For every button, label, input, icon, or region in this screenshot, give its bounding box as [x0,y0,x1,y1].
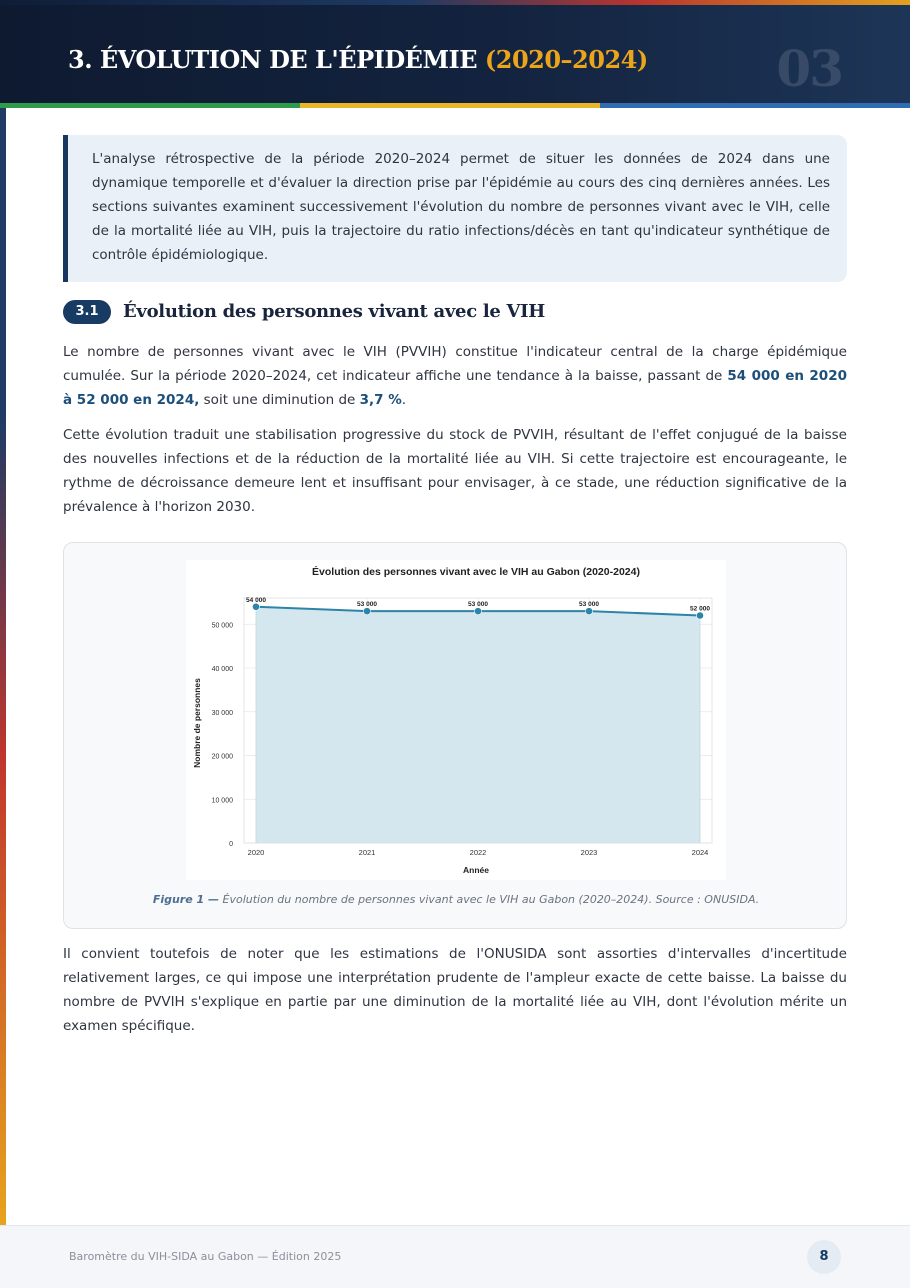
x-tick-label: 2021 [358,848,376,857]
series-area-fill [256,607,700,843]
page-footer [0,1225,910,1288]
y-tick-label: 10 000 [211,797,233,805]
footer-publication-title: Baromètre du VIH-SIDA au Gabon — Édition 2025 [69,1250,342,1263]
y-tick-label: 30 000 [211,709,233,717]
section-title: Évolution des personnes vivant avec le VIH [123,301,545,322]
paragraph-2: Cette évolution traduit une stabilisation progressive du stock de PVVIH, résultant de l'effet conjugué de la baisse des nouvelles infections et de la réduction de la mortalité liée au VIH. Si cette trajectoire est encourageante, le rythme de décroissance demeure lent et insuffisant pour envisager, à ce stade, une réduction significative de la prévalence à l'horizon 2030. [63,427,847,515]
data-label: 53 000 [579,601,599,609]
chart-title: Évolution des personnes vivant avec le VIH au Gabon (2020-2024) [312,566,640,578]
data-point [585,608,592,615]
chapter-header [0,5,910,103]
y-tick-label: 40 000 [211,666,233,673]
chart-panel [186,560,726,880]
y-tick-label: 20 000 [211,753,233,761]
paragraph-1-text-c: . [401,392,407,408]
data-point [252,603,259,610]
paragraph-1-highlight-percent: 3,7 % [359,392,402,408]
y-tick-label: 0 [229,841,233,848]
data-point [363,608,370,615]
section-heading [63,298,847,328]
x-tick-label: 2023 [580,848,598,857]
paragraph-3: Il convient toutefois de noter que les estimations de l'ONUSIDA sont assorties d'intervalles d'incertitude relativement larges, ce qui impose une interprétation prudente de l'ampleur exacte de cette baisse. La baisse du nombre de PVVIH s'explique en partie par une diminution de la mortalité liée au VIH, dont l'évolution mérite un examen spécifique. [63,946,847,1034]
data-point [474,608,481,615]
data-label: 52 000 [690,605,710,613]
header-color-bar [0,103,910,108]
data-label: 53 000 [468,601,488,609]
chapter-title [68,45,648,74]
x-tick-label: 2020 [247,848,265,857]
chapter-title-text: 3. ÉVOLUTION DE L'ÉPIDÉMIE [68,45,478,74]
chapter-number: 03 [776,39,842,98]
paragraph-1-text-a: Le nombre de personnes vivant avec le VIH (PVVIH) constitue l'indicateur central de la charge épidémique cumulée. Sur la période 2020–2024, cet indicateur affiche une tendance à la baisse, passant de [63,344,847,384]
data-label: 54 000 [246,596,266,604]
data-point [696,612,703,619]
x-axis-label: Année [463,865,489,875]
section-number-badge: 3.1 [63,300,111,324]
paragraph-1-highlight-values: 54 000 en 2020 à 52 000 en 2024, [63,368,847,408]
intro-text: L'analyse rétrospective de la période 2020–2024 permet de situer les données de 2024 dans une dynamique temporelle et d'évaluer la direction prise par l'épidémie au cours des cinq dernières années. Les sections suivantes examinent successivement l'évolution du nombre de personnes vivant avec le VIH, celle de la mortalité liée au VIH, puis la trajectoire du ratio infections/décès en tant qu'indicateur synthétique de contrôle épidémiologique. [92,151,830,263]
figure-caption-label: Figure 1 — [152,893,220,906]
area-chart [186,560,726,880]
figure-caption-text: Évolution du nombre de personnes vivant avec le VIH au Gabon (2020–2024). Source : ONUSIDA. [219,893,760,906]
chapter-title-years: (2020–2024) [484,45,648,74]
paragraph-1-text-b: soit une diminution de [199,392,360,408]
x-tick-label: 2024 [691,848,709,857]
x-tick-label: 2022 [469,848,487,857]
paragraph-1 [63,340,847,412]
y-axis-label: Nombre de personnes [192,678,202,768]
page-number: 8 [807,1240,841,1274]
figure-caption [64,893,848,906]
left-accent-stripe [0,108,6,1228]
y-tick-label: 50 000 [211,622,233,630]
data-label: 53 000 [357,601,377,609]
intro-callout [63,135,847,282]
figure-card [63,542,847,929]
